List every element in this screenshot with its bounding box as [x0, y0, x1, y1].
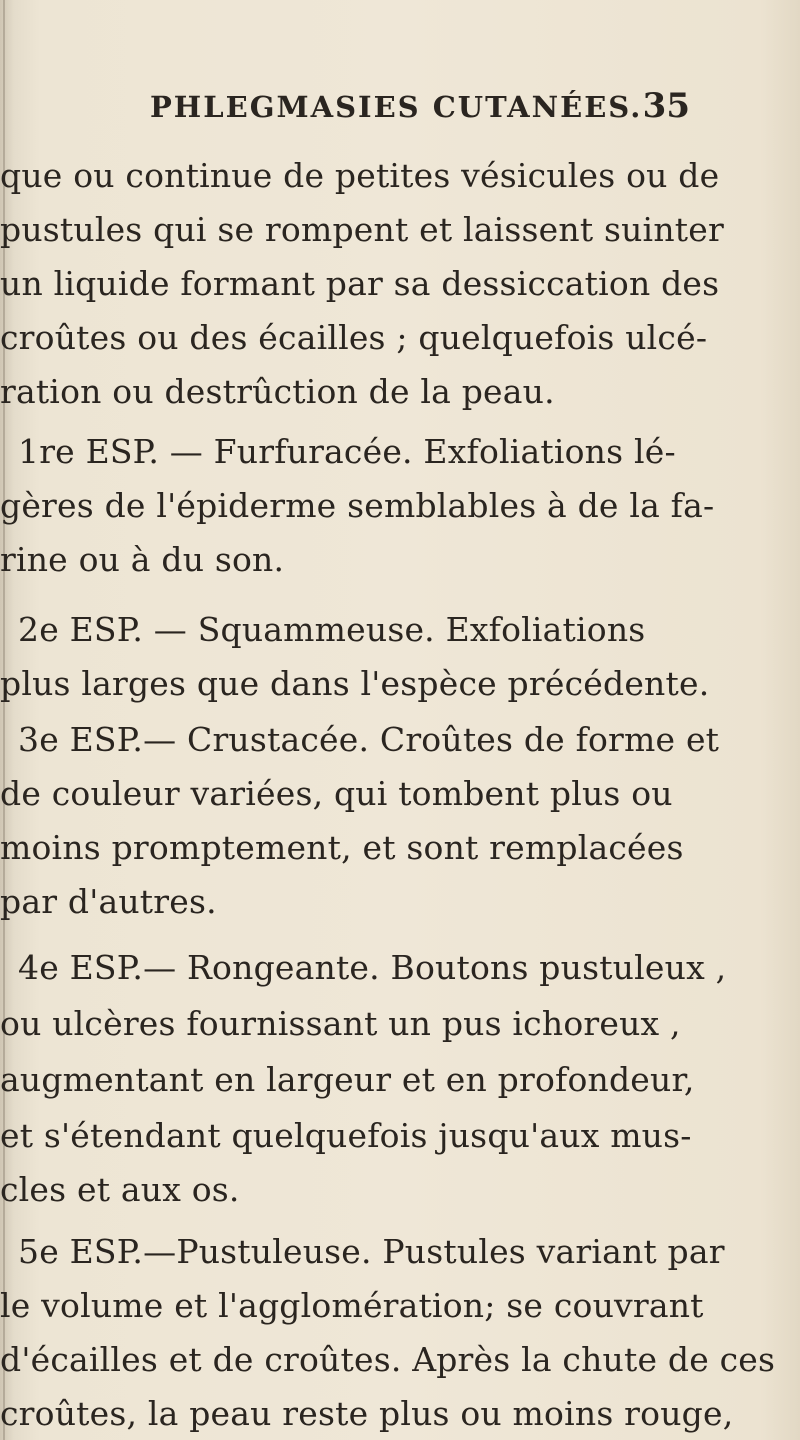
text-line: ou ulcères fournissant un pus ichoreux , — [0, 1004, 681, 1043]
text-line: rine ou à du son. — [0, 540, 285, 579]
text-line: pustules qui se rompent et laissent suinter — [0, 210, 724, 249]
text-line: plus larges que dans l'espèce précédente. — [0, 664, 710, 703]
text-line: de couleur variées, qui tombent plus ou — [0, 774, 673, 813]
text-line: le volume et l'agglomération; se couvrant — [0, 1286, 704, 1325]
species-entry-2: 2e ESP. — Squammeuse. Exfoliations — [18, 610, 646, 649]
species-entry-5: 5e ESP.—Pustuleuse. Pustules variant par — [18, 1232, 725, 1271]
text-line: par d'autres. — [0, 882, 217, 921]
text-line: que ou continue de petites vésicules ou de — [0, 156, 720, 195]
text-line: augmentant en largeur et en profondeur, — [0, 1060, 695, 1099]
text-line: ration ou destrûction de la peau. — [0, 372, 555, 411]
text-line: moins promptement, et sont remplacées — [0, 828, 684, 867]
page-header — [150, 86, 690, 140]
text-line: gères de l'épiderme semblables à de la fa- — [0, 486, 715, 525]
species-entry-1: 1re ESP. — Furfuracée. Exfoliations lé- — [18, 432, 676, 471]
text-line: d'écailles et de croûtes. Après la chute de ces — [0, 1340, 776, 1379]
text-line: croûtes, la peau reste plus ou moins rouge, — [0, 1394, 734, 1433]
text-line: un liquide formant par sa dessiccation des — [0, 264, 720, 303]
species-entry-4: 4e ESP.— Rongeante. Boutons pustuleux , — [18, 948, 727, 987]
running-title: PHLEGMASIES CUTANÉES. — [150, 90, 643, 124]
text-line: croûtes ou des écailles ; quelquefois ulcé- — [0, 318, 708, 357]
species-entry-3: 3e ESP.— Crustacée. Croûtes de forme et — [18, 720, 720, 759]
text-line: et s'étendant quelquefois jusqu'aux mus- — [0, 1116, 692, 1155]
text-line: cles et aux os. — [0, 1170, 240, 1209]
page-number: 35 — [642, 86, 690, 126]
